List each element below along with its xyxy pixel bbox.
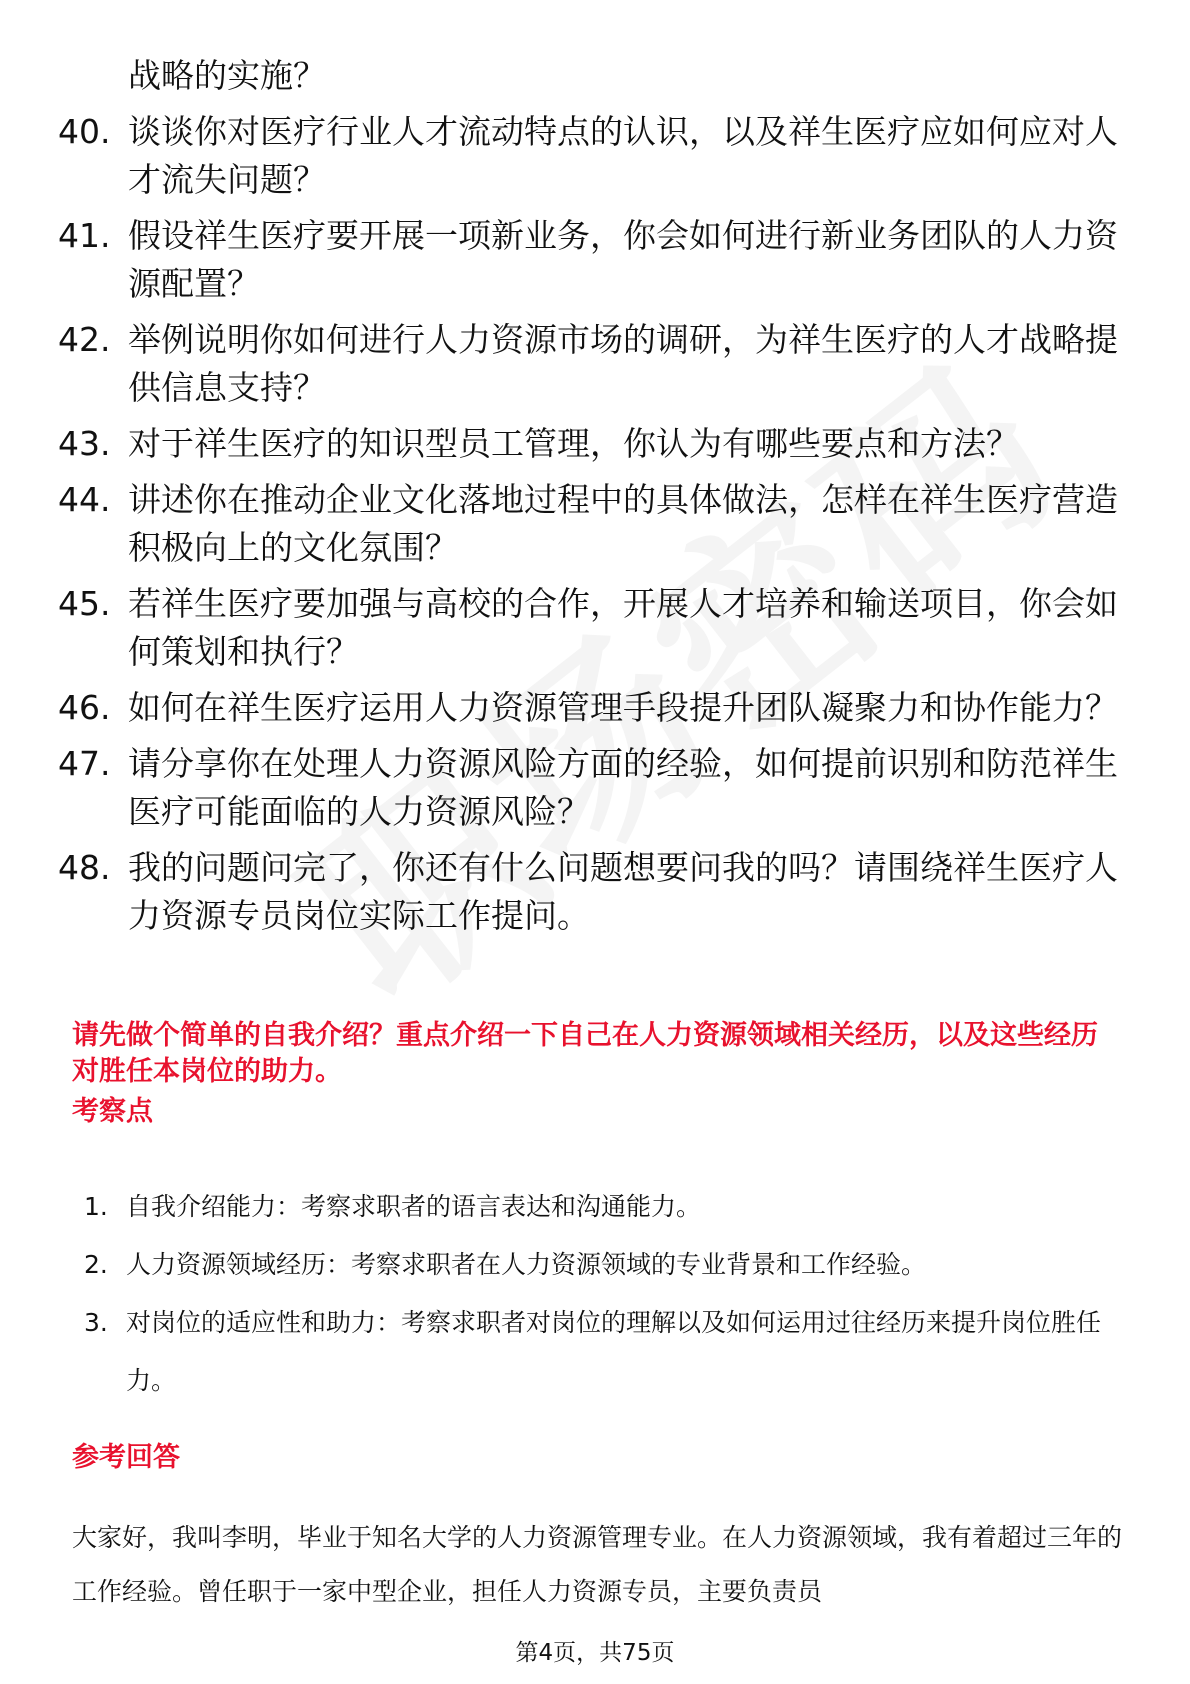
- question-list: [58, 108, 1120, 948]
- question-text: 举例说明你如何进行人力资源市场的调研，为祥生医疗的人才战略提供信息支持？: [128, 320, 1118, 407]
- exam-point-text: 人力资源领域经历：考察求职者在人力资源领域的专业背景和工作经验。: [126, 1250, 927, 1279]
- question-number: 41.: [58, 216, 111, 255]
- question-number: 45.: [58, 584, 111, 623]
- question-item: [58, 844, 1120, 940]
- question-text: 请分享你在处理人力资源风险方面的经验，如何提前识别和防范祥生医疗可能面临的人力资源风险？: [128, 744, 1118, 831]
- question-text: 讲述你在推动企业文化落地过程中的具体做法，怎样在祥生医疗营造积极向上的文化氛围？: [128, 480, 1118, 567]
- question-number: 44.: [58, 480, 111, 519]
- question-number: 46.: [58, 688, 111, 727]
- question-number: 47.: [58, 744, 111, 783]
- exam-point-item: [84, 1236, 1124, 1294]
- exam-point-number: 2.: [84, 1250, 108, 1279]
- question-item: [58, 740, 1120, 836]
- question-text: 假设祥生医疗要开展一项新业务，你会如何进行新业务团队的人力资源配置？: [128, 216, 1118, 303]
- question-text: 我的问题问完了，你还有什么问题想要问我的吗？请围绕祥生医疗人力资源专员岗位实际工作提问。: [128, 848, 1118, 935]
- question-text: 如何在祥生医疗运用人力资源管理手段提升团队凝聚力和协作能力？: [128, 688, 1118, 727]
- question-item: [58, 212, 1120, 308]
- question-number: 40.: [58, 112, 111, 151]
- exam-point-text: 对岗位的适应性和助力：考察求职者对岗位的理解以及如何运用过往经历来提升岗位胜任力。: [126, 1308, 1102, 1395]
- page-footer: 第4页，共75页: [515, 1640, 675, 1666]
- exam-point-text: 自我介绍能力：考察求职者的语言表达和沟通能力。: [126, 1192, 702, 1221]
- question-item: [58, 684, 1120, 732]
- question-text: 若祥生医疗要加强与高校的合作，开展人才培养和输送项目，你会如何策划和执行？: [128, 584, 1118, 671]
- exam-point-item: [84, 1178, 1124, 1236]
- reference-answer-text: 大家好，我叫李明，毕业于知名大学的人力资源管理专业。在人力资源领域，我有着超过三年的工作经验。曾任职于一家中型企业，担任人力资源专员，主要负责员: [72, 1523, 1123, 1606]
- question-item: [58, 420, 1120, 468]
- exam-point-item: [84, 1294, 1124, 1410]
- exam-point-number: 1.: [84, 1192, 108, 1221]
- exam-point-number: 3.: [84, 1308, 108, 1337]
- question-number: 42.: [58, 320, 111, 359]
- question-item: [58, 316, 1120, 412]
- question-number: 43.: [58, 424, 111, 463]
- exam-points-list: [84, 1178, 1124, 1410]
- featured-question-heading: 请先做个简单的自我介绍？重点介绍一下自己在人力资源领域相关经历，以及这些经历对胜任本岗位的助力。: [72, 1020, 1098, 1087]
- question-continuation: 战略的实施？: [128, 56, 326, 95]
- question-item: [58, 580, 1120, 676]
- exam-points-title: 考察点: [72, 1096, 153, 1127]
- question-item: [58, 476, 1120, 572]
- question-text: 谈谈你对医疗行业人才流动特点的认识，以及祥生医疗应如何应对人才流失问题？: [128, 112, 1118, 199]
- question-item: [58, 108, 1120, 204]
- question-text: 对于祥生医疗的知识型员工管理，你认为有哪些要点和方法？: [128, 424, 1019, 463]
- reference-answer-title: 参考回答: [72, 1442, 180, 1473]
- question-number: 48.: [58, 848, 111, 887]
